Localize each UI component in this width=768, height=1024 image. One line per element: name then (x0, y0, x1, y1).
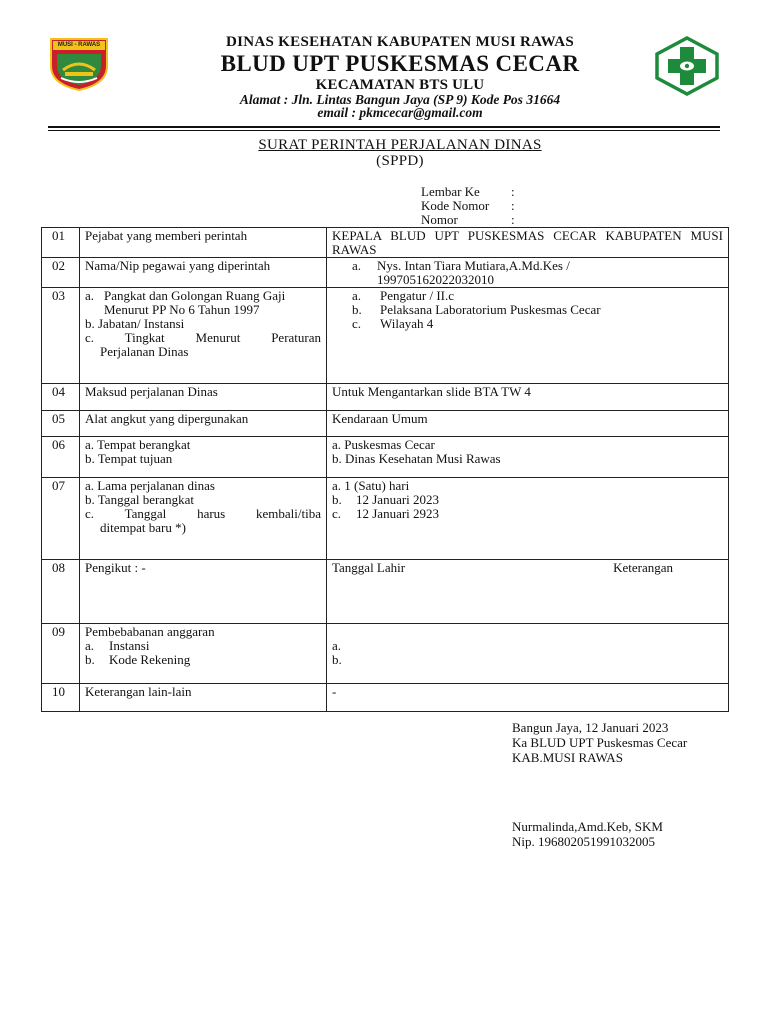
meta-sep: : (511, 212, 515, 227)
column-heading: Tanggal Lahir (332, 560, 406, 575)
row-number: 10 (42, 684, 80, 712)
value-line: Wilayah 4 (380, 316, 434, 331)
list-marker: b. (352, 302, 362, 317)
header-divider (48, 126, 720, 128)
row-label: Pengikut : - (80, 560, 327, 624)
value-line: 12 Januari 2923 (356, 506, 440, 521)
table-row (42, 384, 729, 411)
header-divider-thin (48, 130, 720, 131)
list-marker: c. (332, 506, 342, 521)
label-line: Kode Rekening (109, 652, 191, 667)
value-line: a. Puskesmas Cecar (332, 437, 435, 452)
row-label (80, 288, 327, 384)
row-label: Keterangan lain-lain (80, 684, 327, 712)
row-value: Kendaraan Umum (327, 411, 729, 437)
label-line: a. Tempat berangkat (85, 437, 191, 452)
table-row (42, 478, 729, 560)
sppd-table (41, 227, 729, 712)
table-row (42, 288, 729, 384)
label-line: Pangkat dan Golongan Ruang Gaji (104, 288, 286, 303)
label-line: c. Tanggal harus kembali/tiba (85, 506, 321, 521)
row-label: Alat angkut yang dipergunakan (80, 411, 327, 437)
label-line: b. Jabatan/ Instansi (85, 316, 185, 331)
row-number: 05 (42, 411, 80, 437)
table-row (42, 560, 729, 624)
header-line-2: BLUD UPT PUSKESMAS CECAR (220, 51, 580, 76)
list-marker: a. (352, 258, 362, 273)
meta-label: Kode Nomor (421, 198, 490, 213)
list-marker: b. (85, 652, 95, 667)
label-line: Menurut PP No 6 Tahun 1997 (104, 302, 260, 317)
row-value (327, 624, 729, 684)
header-line-3: KECAMATAN BTS ULU (315, 77, 485, 93)
row-number: 09 (42, 624, 80, 684)
table-row (42, 228, 729, 258)
meta-sep: : (511, 198, 515, 213)
row-value: Untuk Mengantarkan slide BTA TW 4 (327, 384, 729, 411)
employee-nip: 199705162022032010 (377, 272, 494, 287)
document-subtitle: (SPPD) (376, 153, 424, 169)
value-line: a. (332, 638, 342, 653)
row-label (80, 437, 327, 478)
list-marker: a. (85, 638, 95, 653)
logo-banner-text: MUSI - RAWAS (57, 42, 101, 48)
row-label: Nama/Nip pegawai yang diperintah (80, 258, 327, 288)
meta-label: Lembar Ke (421, 184, 480, 199)
value-line: 12 Januari 2023 (356, 492, 440, 507)
row-number: 01 (42, 228, 80, 258)
table-row (42, 258, 729, 288)
row-label (80, 478, 327, 560)
list-marker: b. (332, 492, 342, 507)
label-line: c. Tingkat Menurut Peraturan (85, 330, 321, 345)
signature-nip: Nip. 196802051991032005 (512, 834, 655, 849)
row-number: 08 (42, 560, 80, 624)
value-line: b. (332, 652, 342, 667)
header-address: Alamat : Jln. Lintas Bangun Jaya (SP 9) Kode Pos 31664 (239, 92, 561, 107)
row-number: 02 (42, 258, 80, 288)
row-number: 03 (42, 288, 80, 384)
table-row (42, 684, 729, 712)
label-line: Instansi (109, 638, 150, 653)
signature-role-1: Ka BLUD UPT Puskesmas Cecar (512, 735, 688, 750)
meta-sep: : (511, 184, 515, 199)
label-line: b. Tanggal berangkat (85, 492, 194, 507)
signature-role-2: KAB.MUSI RAWAS (512, 750, 623, 765)
document-title: SURAT PERINTAH PERJALANAN DINAS (258, 137, 542, 153)
column-heading: Keterangan (613, 560, 673, 575)
list-marker: a. (85, 288, 95, 303)
label-line: Pembebabanan anggaran (85, 624, 215, 639)
value-line: Pengatur / II.c (380, 288, 455, 303)
signature-place-date: Bangun Jaya, 12 Januari 2023 (512, 720, 669, 735)
header-email: email : pkmcecar@gmail.com (317, 105, 483, 120)
row-label: Maksud perjalanan Dinas (80, 384, 327, 411)
row-value (327, 288, 729, 384)
list-marker: a. (352, 288, 362, 303)
row-value: KEPALA BLUD UPT PUSKESMAS CECAR KABUPATEN MUSI RAWAS (327, 228, 729, 258)
value-line: a. 1 (Satu) hari (332, 478, 410, 493)
table-row (42, 624, 729, 684)
label-line: a. Lama perjalanan dinas (85, 478, 215, 493)
value-line: Pelaksana Laboratorium Puskesmas Cecar (380, 302, 601, 317)
row-label: Pejabat yang memberi perintah (80, 228, 327, 258)
row-value (327, 437, 729, 478)
meta-nomor (421, 212, 521, 228)
row-number: 04 (42, 384, 80, 411)
row-value (327, 478, 729, 560)
value-line: b. Dinas Kesehatan Musi Rawas (332, 451, 501, 466)
row-label (80, 624, 327, 684)
row-value (327, 258, 729, 288)
label-line: b. Tempat tujuan (85, 451, 173, 466)
label-line: ditempat baru *) (100, 520, 186, 535)
row-value (327, 560, 729, 624)
label-line: Perjalanan Dinas (100, 344, 189, 359)
row-number: 07 (42, 478, 80, 560)
employee-name: Nys. Intan Tiara Mutiara,A.Md.Kes / (377, 258, 570, 273)
table-row (42, 437, 729, 478)
row-number: 06 (42, 437, 80, 478)
row-value: - (327, 684, 729, 712)
signature-name: Nurmalinda,Amd.Keb, SKM (512, 819, 663, 834)
list-marker: c. (352, 316, 362, 331)
header-line-1: DINAS KESEHATAN KABUPATEN MUSI RAWAS (225, 34, 575, 50)
meta-label: Nomor (421, 212, 458, 227)
table-row (42, 411, 729, 437)
